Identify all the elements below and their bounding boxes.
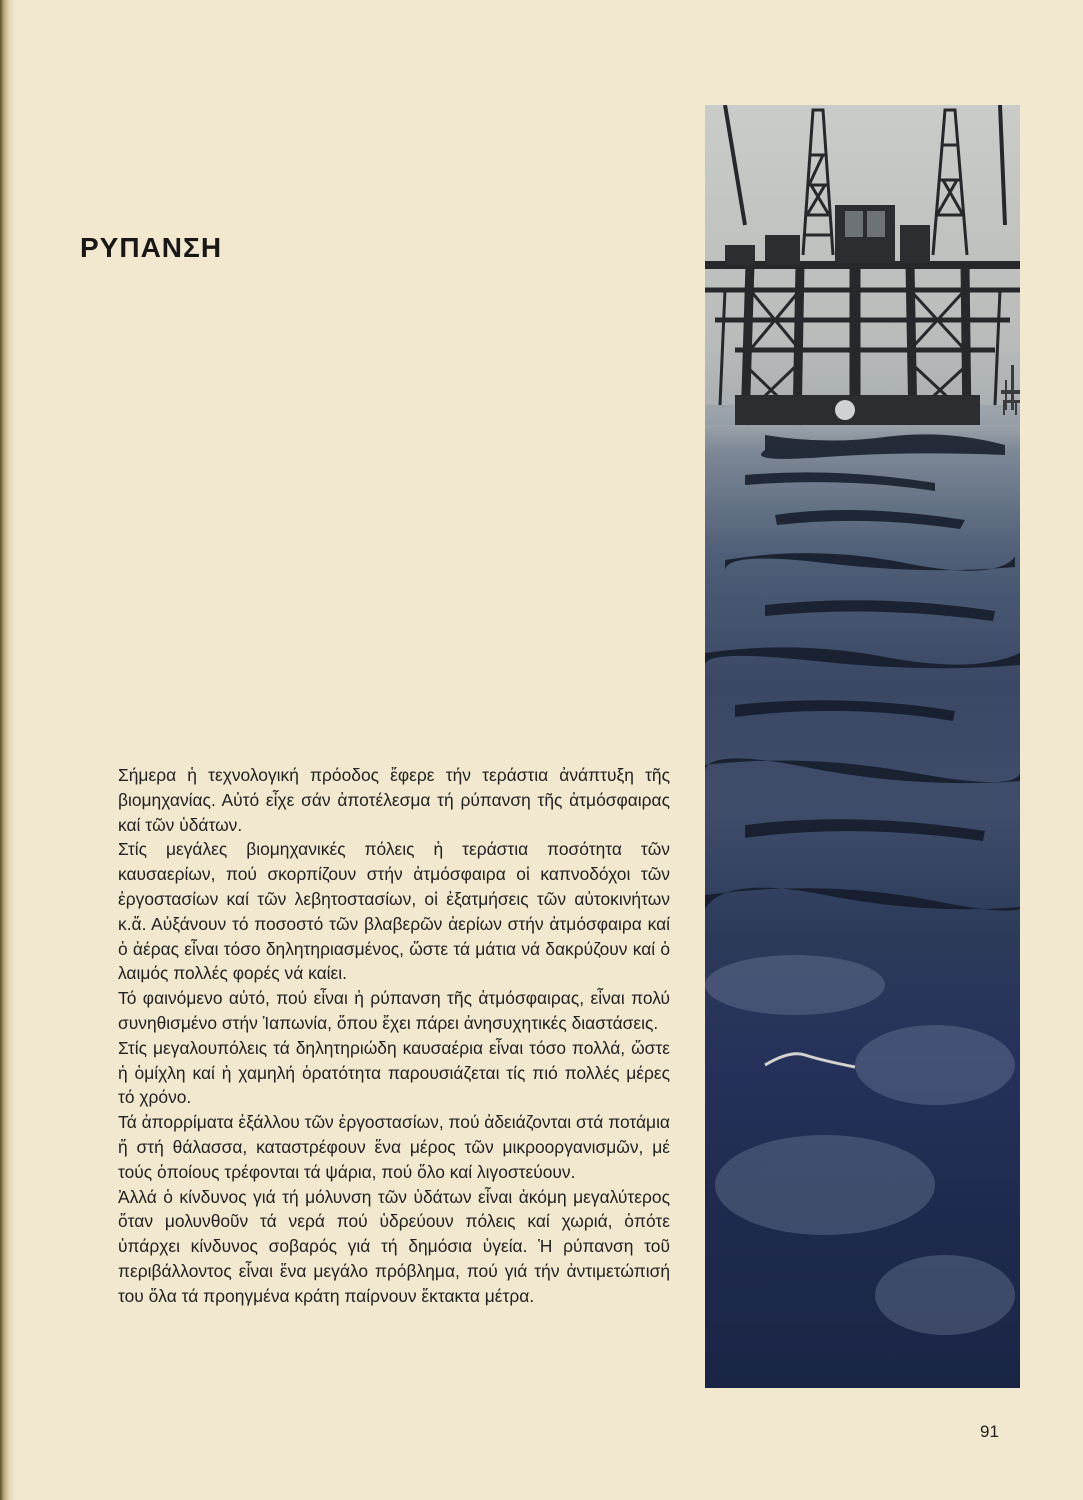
oil-slick-reflections [705, 434, 1020, 910]
paragraph: Στίς μεγάλες βιομηχανικές πόλεις ἡ τεράστια ποσότητα τῶν καυσαερίων, πού σκορπίζουν στήν ἀτμόσφαιρα οἱ καπνοδόχοι τῶν ἐργοστασίων καί τῶν λεβητοστασίων, οἱ ἐξατμήσεις τῶν αὐτοκινήτων κ.ἄ. Αὐξάνουν τό ποσοστό τῶν βλαβερῶν ἀερίων στήν ἀτμόσφαιρα καί ὁ ἀέρας εἶναι τόσο δηλητηριασμένος, ὥστε τά μάτια νά δακρύζουν καί ὁ λαιμός πολλές φορές νά καίει. [118, 839, 670, 984]
book-spine-shadow [0, 0, 14, 1500]
paragraph: Τά ἀπορρίματα ἐξάλλου τῶν ἐργοστασίων, πού ἀδειάζονται στά ποτάμια ἤ στή θάλασσα, καταστρέφουν ἕνα μέρος τῶν μικροοργανισμῶν, μέ τούς ὁποίους τρέφονται τά ψάρια, πού ὅλο καί λιγοστεύουν. [118, 1112, 670, 1182]
paragraph: Τό φαινόμενο αὐτό, πού εἶναι ἡ ρύπανση τῆς ἀτμόσφαιρας, εἶναι πολύ συνηθισμένο στήν Ἰαπωνία, ὅπου ἔχει πάρει ἀνησυχητικές διαστάσεις. [118, 988, 670, 1033]
paragraph: Ἀλλά ὁ κίνδυνος γιά τή μόλυνση τῶν ὑδάτων εἶναι ἀκόμη μεγαλύτερος ὅταν μολυνθοῦν τά νερά πού ὑδρεύουν πόλεις καί χωριά, ὁπότε ὑπάρχει κίνδυνος σοβαρός γιά τή δημόσια ὑγεία. Ἡ ρύπανση τοῦ περιβάλλοντος εἶναι ἕνα μεγάλο πρόβλημα, πού γιά τήν ἀντιμετώπισή του ὅλα τά προηγμένα κράτη παίρνουν ἔκτακτα μέτρα. [118, 1186, 670, 1306]
paragraph: Σήμερα ἡ τεχνολογική πρόοδος ἔφερε τήν τεράστια ἀνάπτυξη τῆς βιομηχανίας. Αὐτό εἶχε σάν ἀποτέλεσμα τή ρύπανση τῆς ἀτμόσφαιρας καί τῶν ὑδάτων. [118, 765, 670, 835]
foam-streak [765, 1054, 855, 1067]
water-sheen [705, 955, 1015, 1335]
paragraph: Στίς μεγαλουπόλεις τά δηλητηριώδη καυσαέρια εἶναι τόσο πολλά, ὥστε ἡ ὁμίχλη καί ἡ χαμηλή ὁρατότητα παρουσιάζεται τίς πιό πολλές μέρες τό χρόνο. [118, 1037, 670, 1108]
article-body [118, 763, 670, 1309]
oil-platform-illustration [705, 105, 1020, 1388]
offshore-oil-platform-photo [705, 105, 1020, 1388]
page-title: ΡΥΠΑΝΣΗ [80, 232, 223, 263]
page-number: 91 [980, 1422, 999, 1441]
